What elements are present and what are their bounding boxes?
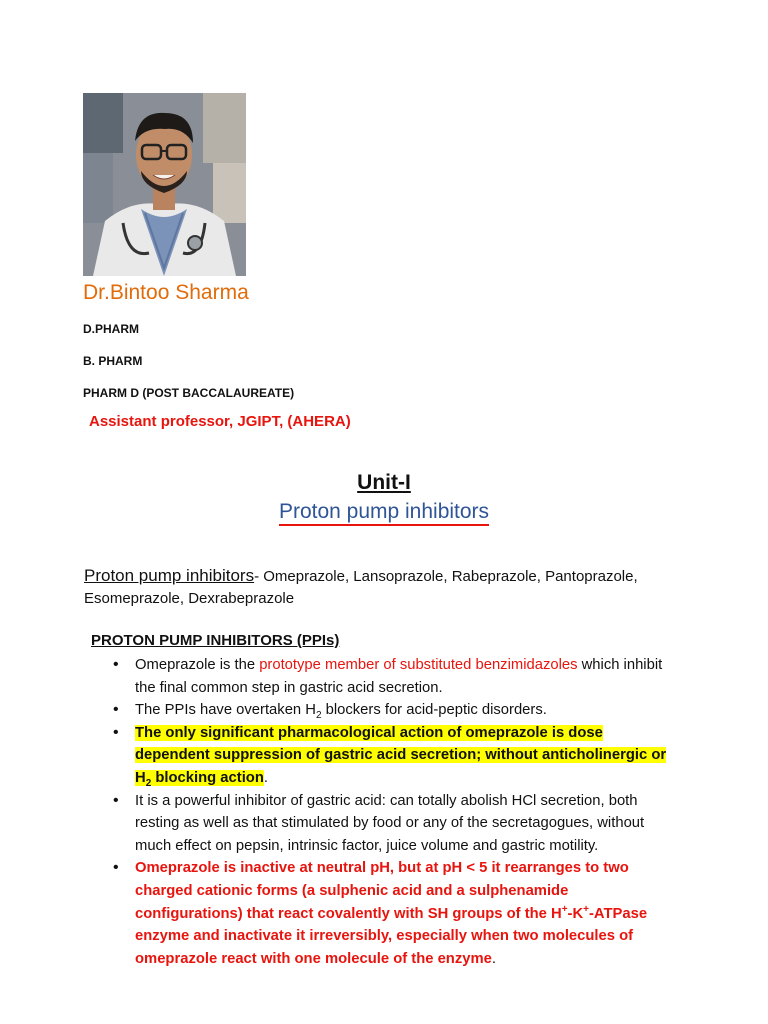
credential-pharmd: PHARM D (POST BACCALAUREATE) [83, 386, 295, 400]
point3-end: . [263, 769, 269, 786]
subject-title [0, 500, 768, 524]
point4-text: It is a powerful inhibitor of gastric acid: can totally abolish HCl secretion, both resting as well as that stimulated by food or any of the secretagogues, without much effect on pepsin, intrinsic factor, juice volume and gastric motility. [135, 792, 645, 854]
author-role: Assistant professor, JGIPT, (AHERA) [89, 413, 351, 430]
point3-text-a: The only significant pharmacological action of omeprazole is dose dependent suppression of gastric acid secretion; without anticholinergic or H [135, 724, 667, 786]
list-item [107, 699, 677, 722]
point2-subscript: 2 [315, 710, 322, 722]
point3-subscript: 2 [145, 777, 152, 789]
credential-bpharm: B. PHARM [83, 354, 143, 368]
list-item [107, 654, 677, 699]
point1-text-b: which inhibit the final common step in gastric acid secretion. [135, 657, 663, 696]
author-portrait-image [83, 93, 246, 276]
intro-paragraph [84, 565, 694, 610]
ppi-bullet-list [107, 654, 677, 970]
list-item [107, 857, 677, 970]
subject-title-text: Proton pump inhibitors [279, 500, 489, 526]
unit-title: Unit-I [357, 471, 411, 494]
point3-highlight [135, 724, 667, 789]
point5-text-b: -ATPase enzyme and inactivate it irreversibly, especially when two molecules of omeprazole react with one molecule of the enzyme [135, 905, 648, 967]
point5-sup1: + [561, 903, 568, 915]
credential-dpharm: D.PHARM [83, 322, 139, 336]
point5-k: -K [567, 905, 584, 922]
point1-text-a: Omeprazole is the [135, 657, 260, 673]
list-item [107, 790, 677, 858]
author-photo [83, 93, 246, 276]
point5-sup2: + [583, 903, 589, 915]
point5-text-a: Omeprazole is inactive at neutral pH, but at pH < 5 it rearranges to two charged cationic forms (a sulphenic acid and a sulphenamide configurations) that react covalently with SH groups of the H [135, 860, 629, 922]
point5-highlight [135, 860, 647, 966]
point2-text-a: The PPIs have overtaken H [135, 702, 316, 719]
intro-lead: Proton pump inhibitors [84, 566, 255, 585]
section-heading: PROTON PUMP INHIBITORS (PPIs) [91, 632, 340, 649]
list-item [107, 722, 677, 790]
point2-text-b: blockers for acid-peptic disorders. [321, 702, 547, 719]
intro-drug-list: - Omeprazole, Lansoprazole, Rabeprazole, Pantoprazole, Esomeprazole, Dexrabeprazole [84, 568, 638, 607]
point3-text-b: blocking action [151, 769, 264, 786]
author-name: Dr.Bintoo Sharma [83, 281, 249, 304]
point1-highlight: prototype member of substituted benzimidazoles [259, 657, 578, 673]
point5-end: . [491, 950, 496, 967]
